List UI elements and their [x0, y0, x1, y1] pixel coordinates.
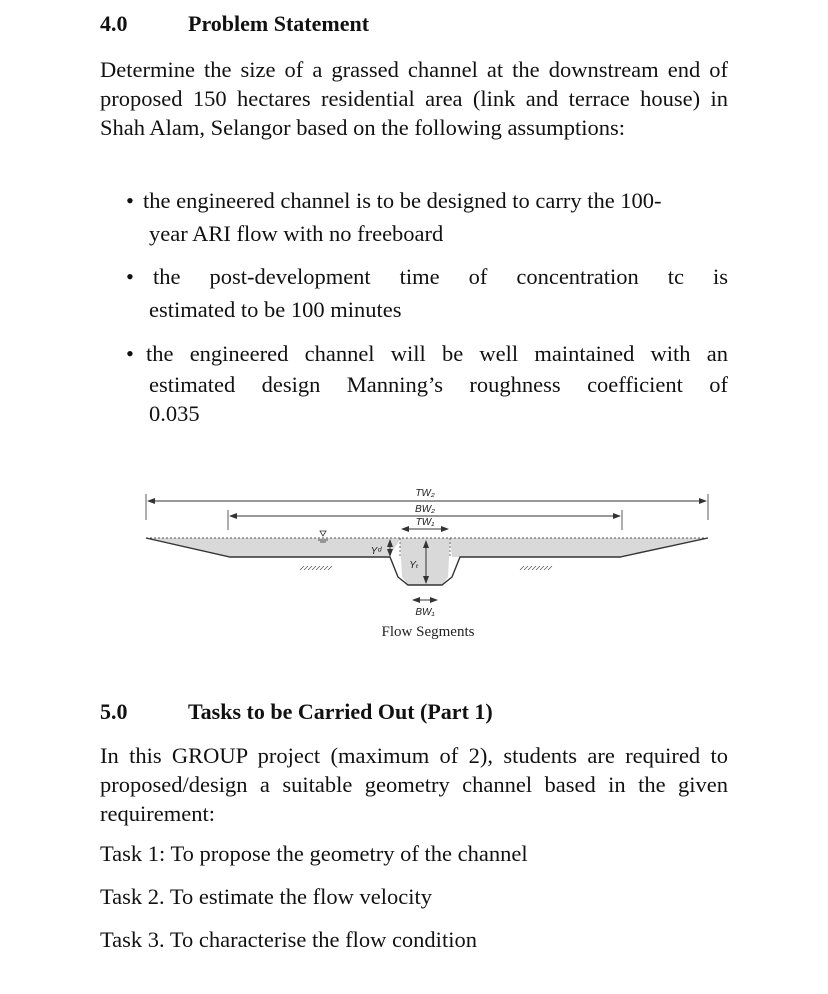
bullet-1-line-2: year ARI flow with no freeboard	[149, 221, 444, 246]
water-level-symbol	[318, 531, 328, 542]
bullet-2-line-2: estimated to be 100 minutes	[149, 297, 402, 322]
section-4-intro: Determine the size of a grassed channel at the downstream end of proposed 150 hectares residential area (link and terrace house) in Shah Alam, Selangor based on the following assumptions:	[100, 57, 728, 140]
bullet-dot: •	[126, 188, 134, 213]
task-item-3: Task 3. To characterise the flow condition	[100, 927, 477, 952]
ground-hatch-right	[520, 566, 552, 570]
section-4-title: Problem Statement	[188, 11, 370, 36]
section-4-heading	[100, 11, 369, 37]
bw1-label: BW₁	[415, 607, 435, 618]
yt-label: Yₜ	[409, 560, 419, 571]
yd-label: Yᵈ	[370, 546, 382, 557]
bullet-item-1	[126, 184, 728, 250]
section-5-number: 5.0	[100, 699, 128, 724]
ground-hatch-left	[300, 566, 332, 570]
task-item-2: Task 2. To estimate the flow velocity	[100, 884, 432, 909]
bullet-3-line-1: the engineered channel will be well maintained with an	[146, 341, 728, 366]
inner-channel-fill	[400, 540, 450, 585]
task-item-1: Task 1: To propose the geometry of the channel	[100, 841, 528, 866]
bullet-3-line-2: estimated design Manning’s roughness coefficient of	[149, 372, 728, 397]
section-4-number: 4.0	[100, 11, 128, 36]
tw1-label: TW₁	[415, 517, 435, 528]
bullet-item-3	[126, 337, 728, 428]
flow-segments-diagram	[140, 480, 720, 650]
bullet-2-line-1: the post-development time of concentration tc is	[153, 264, 728, 289]
bullet-3-line-3: 0.035	[149, 401, 200, 426]
section-5-title: Tasks to be Carried Out (Part 1)	[188, 699, 493, 724]
tw2-label: TW₂	[415, 488, 435, 499]
bullet-dot: •	[126, 341, 134, 366]
bullet-item-2	[126, 260, 728, 326]
bw2-label: BW₂	[415, 504, 435, 515]
bullet-1-line-1: the engineered channel is to be designed to carry the 100-	[143, 188, 662, 213]
diagram-caption: Flow Segments	[381, 624, 475, 640]
section-5-intro: In this GROUP project (maximum of 2), students are required to proposed/design a suitable geometry channel based in the given requirement:	[100, 743, 728, 826]
section-5-heading	[100, 699, 493, 725]
bullet-dot: •	[126, 264, 134, 289]
